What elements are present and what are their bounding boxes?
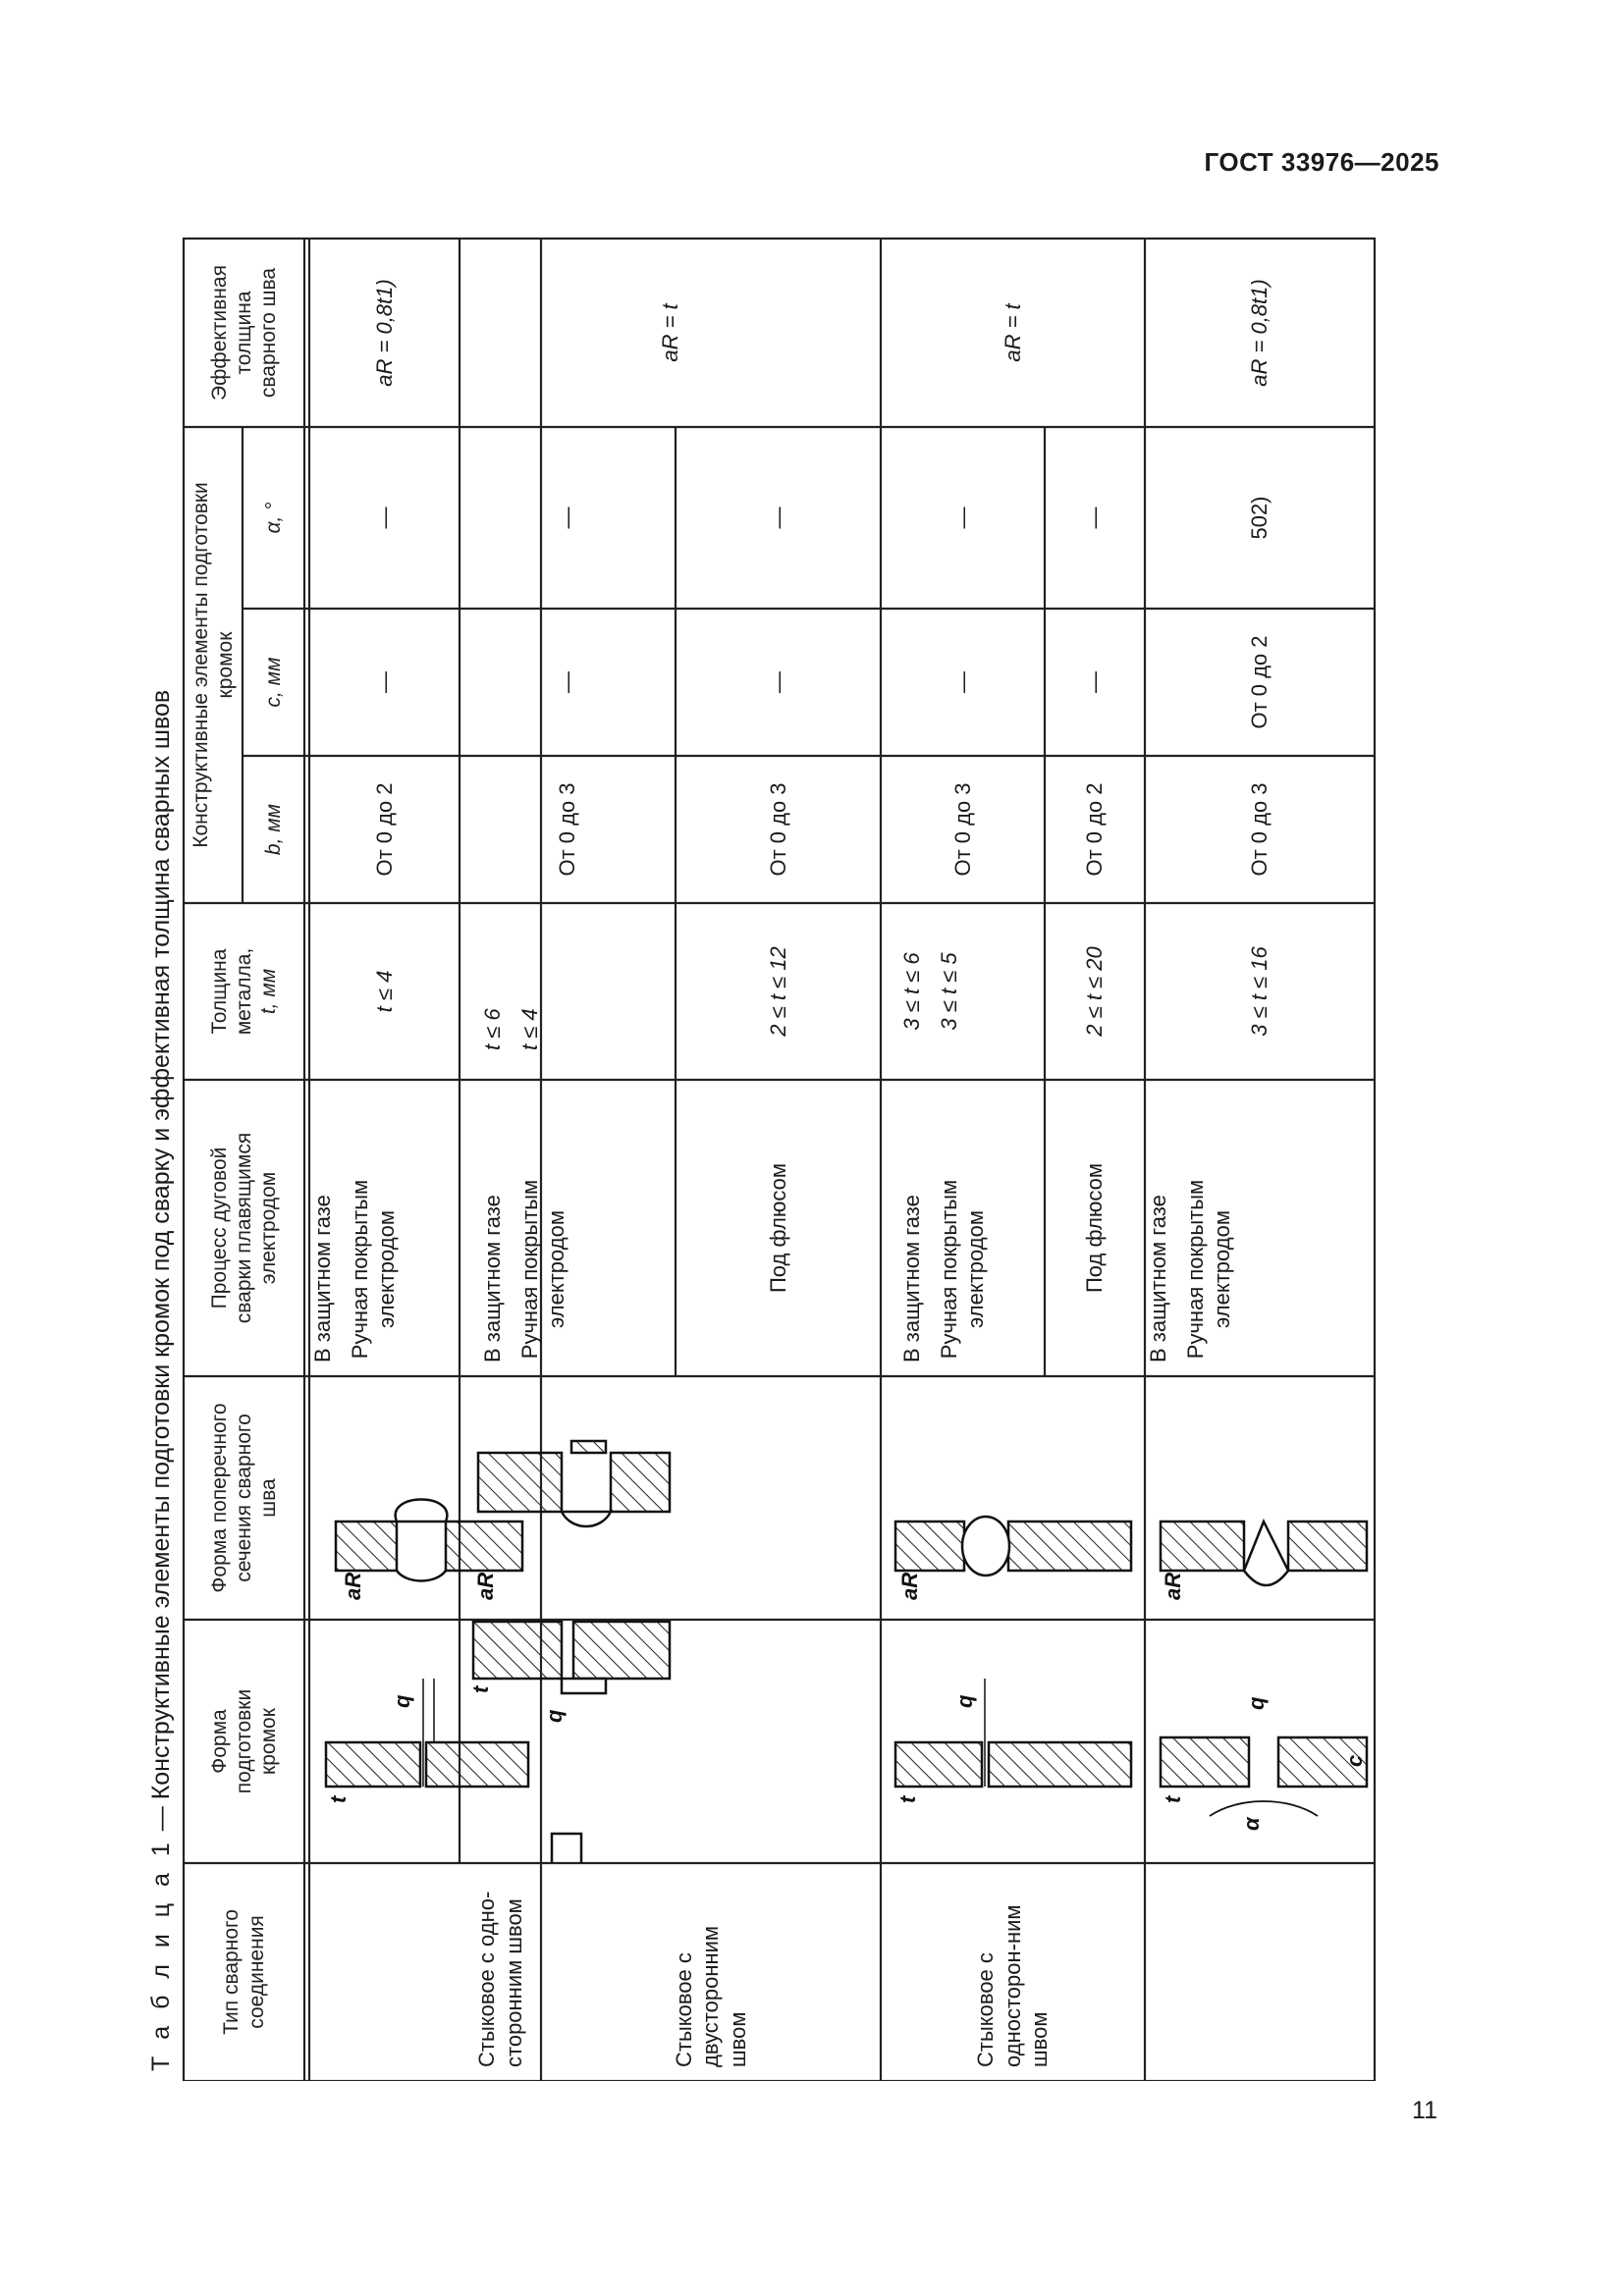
b-row-1: От 0 до 2 (371, 782, 397, 877)
cross-section-figure-2 (478, 1441, 670, 1526)
joint-type-2: Стыковое с двусторонним швом (671, 1925, 750, 2067)
process-row-4-a: В защитном газе (899, 1195, 924, 1362)
header-effective: Эффективная толщина сварного шва (207, 265, 281, 400)
b-row-3: От 0 до 3 (765, 782, 790, 877)
thickness-row-6: 3 ≤ t ≤ 16 (1247, 946, 1272, 1037)
header-c: c, мм (261, 657, 285, 708)
alpha-row-3: — (765, 507, 790, 529)
fig2-q-label: q (542, 1709, 567, 1723)
process-row-4-b: Ручная покрытым электродом (936, 1179, 988, 1360)
process-row-6-a: В защитном газе (1146, 1195, 1170, 1362)
header-alpha: α, ° (261, 502, 285, 534)
thickness-row-2-b: t ≤ 4 (516, 1008, 542, 1050)
alpha-row-1: — (371, 507, 397, 529)
edge-prep-figure-3 (895, 1679, 1131, 1787)
fig4-t-label: t (1161, 1795, 1185, 1803)
fig3-t-label: t (895, 1795, 920, 1803)
joint-type-1: Стыковое с одно-сторонним швом (474, 1891, 526, 2067)
fig1-q-label: q (390, 1694, 414, 1708)
edge-prep-figure-4 (1161, 1737, 1367, 1816)
c-row-2: — (555, 671, 580, 693)
document-code: ГОСТ 33976—2025 (1204, 147, 1439, 177)
b-row-2: От 0 до 3 (555, 782, 580, 877)
alpha-row-6: 502) (1247, 496, 1272, 540)
effective-group-1: aR = 0,8t1) (371, 279, 397, 387)
process-row-2-b: Ручная покрытым электродом (516, 1179, 568, 1360)
effective-group-4: aR = 0,8t1) (1247, 279, 1272, 387)
thickness-row-4-b: 3 ≤ t ≤ 5 (936, 952, 961, 1031)
edge-prep-figure-1 (326, 1679, 528, 1787)
process-row-1-a: В защитном газе (310, 1195, 335, 1362)
effective-group-2: aR = t (657, 303, 682, 362)
alpha-row-4: — (949, 507, 975, 529)
process-row-2-a: В защитном газе (480, 1195, 505, 1362)
c-row-1: — (371, 671, 397, 693)
figures (149, 236, 1377, 2081)
page-number: 11 (1412, 2097, 1437, 2124)
thickness-row-3: 2 ≤ t ≤ 12 (765, 946, 790, 1037)
fig2-aR-label: aR (473, 1572, 498, 1600)
fig1-aR-label: aR (341, 1572, 365, 1600)
fig2-t-label: t (468, 1685, 493, 1693)
c-row-3: — (765, 671, 790, 693)
c-row-4: — (949, 671, 975, 693)
c-row-6: От 0 до 2 (1247, 635, 1272, 729)
thickness-row-5: 2 ≤ t ≤ 20 (1082, 946, 1108, 1037)
joint-type-3: Стыковое с односторон-ним швом (973, 1904, 1053, 2067)
process-row-1-b: Ручная покрытым электродом (347, 1179, 399, 1360)
header-edge-prep-form: Форма подготовки кромок (207, 1688, 281, 1794)
process-row-3: Под флюсом (765, 1162, 790, 1294)
rotated-table-block (149, 236, 1377, 2081)
table-title-text: — Конструктивные элементы подготовки кромок под сварку и эффективная толщина сварных швов (147, 689, 175, 1839)
header-process: Процесс дуговой сварки плавящимся электродом (207, 1132, 281, 1324)
thickness-row-1: t ≤ 4 (371, 970, 397, 1013)
fig4-c-label: c (1342, 1754, 1367, 1767)
header-joint-type: Тип сварного соединения (220, 1909, 268, 2035)
alpha-row-2: — (555, 507, 580, 529)
b-row-4: От 0 до 3 (949, 782, 975, 877)
cross-section-figure-3 (895, 1517, 1131, 1575)
thickness-row-4-a: 3 ≤ t ≤ 6 (899, 952, 924, 1031)
thickness-row-2-a: t ≤ 6 (480, 1008, 505, 1050)
cross-section-figure-4 (1161, 1522, 1367, 1585)
fig4-alpha-label: α (1239, 1817, 1264, 1831)
table-label: Т а б л и ц а 1 (147, 1838, 175, 2071)
process-row-5: Под флюсом (1082, 1162, 1108, 1294)
fig4-aR-label: aR (1161, 1572, 1185, 1600)
header-thickness-label: Толщина металла, (207, 947, 255, 1036)
b-row-6: От 0 до 3 (1247, 782, 1272, 877)
fig3-q-label: q (952, 1694, 977, 1708)
alpha-row-5: — (1082, 507, 1108, 529)
process-row-6-b: Ручная покрытым электродом (1182, 1179, 1234, 1360)
header-thickness-unit: t, мм (257, 968, 281, 1015)
c-row-5: — (1082, 671, 1108, 693)
fig1-t-label: t (326, 1795, 351, 1803)
fig3-aR-label: aR (897, 1572, 922, 1600)
b-row-5: От 0 до 2 (1082, 782, 1108, 877)
fig4-q-label: q (1244, 1696, 1269, 1710)
effective-group-3: aR = t (1000, 303, 1025, 362)
header-design-elements: Конструктивные элементы подготовки кромок (189, 482, 237, 848)
header-b: b, мм (261, 803, 285, 856)
header-cross-section-form: Форма поперечного сечения сварного шва (207, 1403, 281, 1593)
